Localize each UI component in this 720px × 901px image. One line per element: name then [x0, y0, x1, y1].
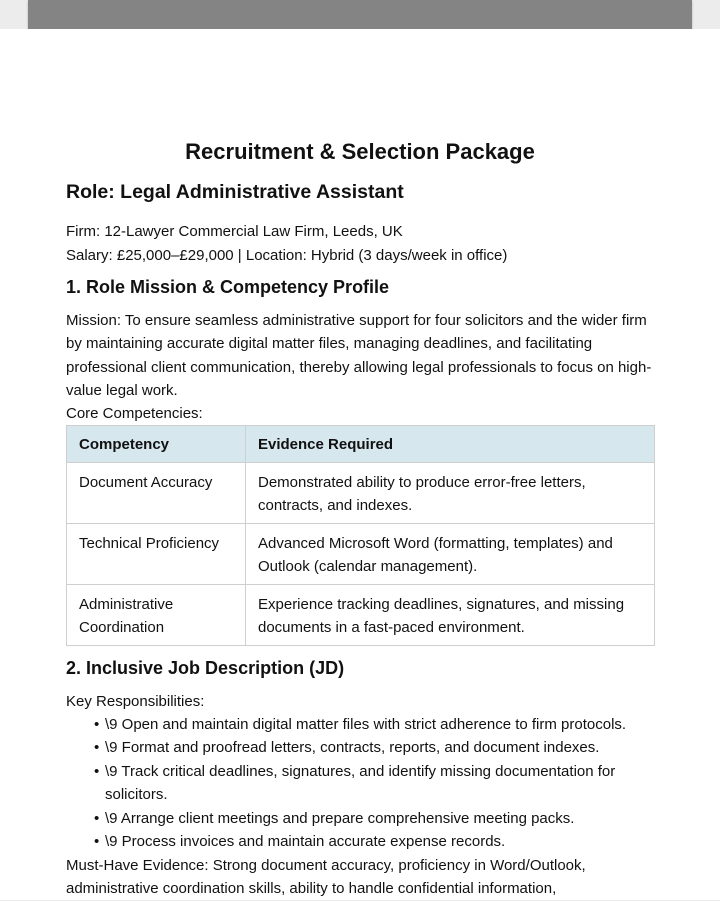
document-title: Recruitment & Selection Package [185, 139, 535, 164]
role-title: Role: Legal Administrative Assistant [66, 181, 404, 203]
list-item [94, 736, 654, 759]
firm-line: Firm: 12-Lawyer Commercial Law Firm, Leeds, UK [66, 223, 403, 240]
list-item [94, 713, 654, 736]
must-have-evidence: Must-Have Evidence: Strong document accuracy, proficiency in Word/Outlook, administrative coordination skills, ability to handle confidential information, [66, 857, 586, 898]
competency-table [66, 425, 655, 646]
list-item-text: \9 Track critical deadlines, signatures, and identify missing documentation for solicitors. [105, 762, 616, 804]
table-header-row [67, 426, 655, 463]
section1-heading: 1. Role Mission & Competency Profile [66, 277, 390, 297]
column-header-competency: Competency [67, 426, 246, 463]
table-row [67, 524, 655, 585]
list-item-text: \9 Format and proofread letters, contracts, reports, and document indexes. [105, 739, 600, 757]
list-item-text: \9 Arrange client meetings and prepare comprehensive meeting packs. [105, 809, 575, 827]
evidence-cell: Demonstrated ability to produce error-free letters, contracts, and indexes. [246, 463, 655, 524]
job-info [66, 220, 507, 267]
evidence-cell: Experience tracking deadlines, signatures, and missing documents in a fast-paced environment. [246, 585, 655, 646]
bullet-glyph: • [94, 809, 100, 827]
mission-paragraph [66, 309, 656, 425]
column-header-evidence: Evidence Required [246, 426, 655, 463]
key-responsibilities-label: Key Responsibilities: [66, 693, 205, 710]
competency-cell: Document Accuracy [67, 463, 246, 524]
competency-cell: Administrative Coordination [67, 585, 246, 646]
competency-cell: Technical Proficiency [67, 524, 246, 585]
table-row [67, 585, 655, 646]
list-item-text: \9 Process invoices and maintain accurate expense records. [105, 833, 506, 851]
bullet-glyph: • [94, 762, 100, 780]
bullet-glyph: • [94, 833, 100, 851]
list-item [94, 807, 654, 830]
salary-line: Salary: £25,000–£29,000 | Location: Hybrid (3 days/week in office) [66, 246, 508, 264]
responsibilities-list [94, 713, 654, 853]
bullet-glyph: • [94, 716, 100, 733]
core-competencies-label: Core Competencies: [66, 405, 203, 423]
list-item [94, 760, 654, 807]
list-item [94, 830, 654, 853]
evidence-cell: Advanced Microsoft Word (formatting, templates) and Outlook (calendar management). [246, 524, 655, 585]
mission-text: Mission: To ensure seamless administrative support for four solicitors and the wider firm by maintaining accurate digital matter files, managing deadlines, and facilitating professional client communication, thereby allowing legal professionals to focus on high-value legal work. [66, 312, 652, 399]
bullet-glyph: • [94, 739, 100, 757]
section2-heading: 2. Inclusive Job Description (JD) [66, 658, 345, 678]
document-page [0, 29, 720, 900]
list-item-text: \9 Open and maintain digital matter files with strict adherence to firm protocols. [105, 716, 627, 733]
viewer-toolbar [28, 0, 692, 29]
table-row [67, 463, 655, 524]
